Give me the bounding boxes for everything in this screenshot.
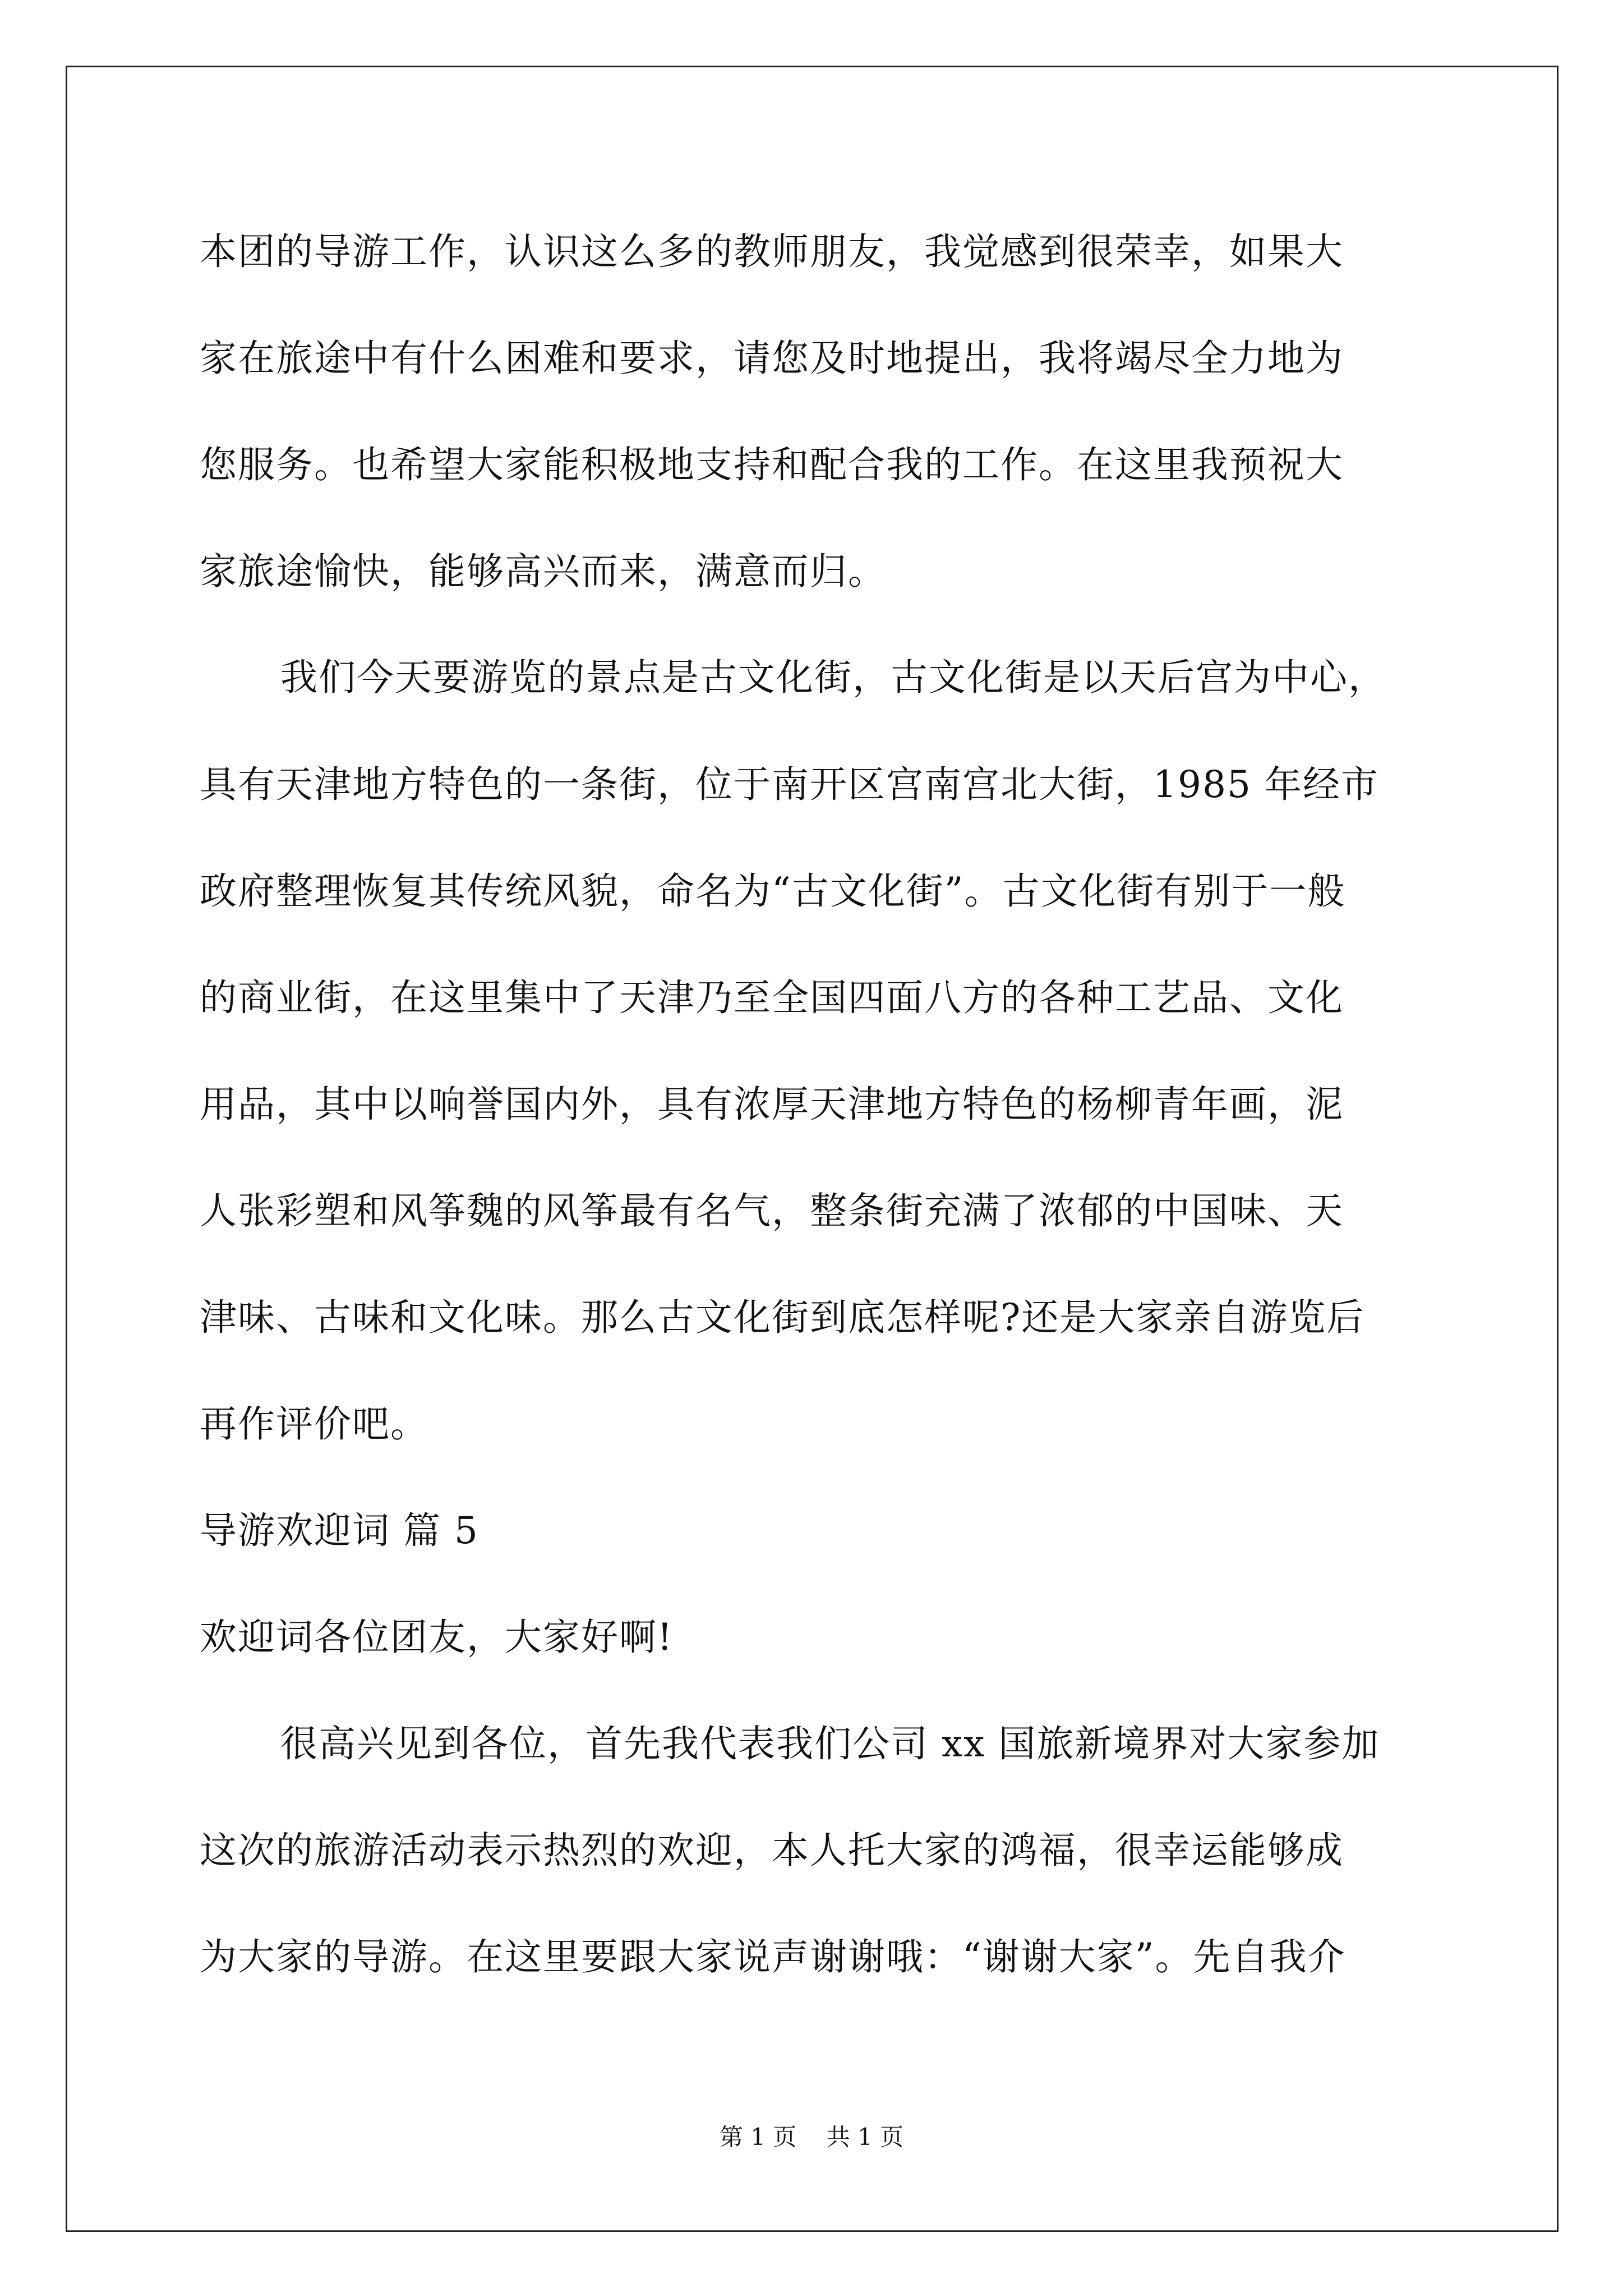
paragraph-line: 这次的旅游活动表示热烈的欢迎，本人托大家的鸿福，很幸运能够成 xyxy=(200,1829,1344,1872)
paragraph-line: 的商业街，在这里集中了天津乃至全国四面八方的各种工艺品、文化 xyxy=(200,976,1344,1019)
paragraph-line: 我们今天要游览的景点是古文化街，古文化街是以天后宫为中心， xyxy=(280,656,1386,699)
greeting-line: 欢迎词各位团友，大家好啊! xyxy=(200,1616,674,1659)
section-heading: 导游欢迎词 篇 5 xyxy=(200,1509,479,1552)
page-footer: 第 1 页 共 1 页 xyxy=(719,2123,904,2151)
paragraph-line: 具有天津地方特色的一条街，位于南开区宫南宫北大街，1985 年经市 xyxy=(200,763,1379,806)
paragraph-line: 为大家的导游。在这里要跟大家说声谢谢哦：“谢谢大家”。先自我介 xyxy=(200,1935,1346,1978)
paragraph-line: 用品，其中以响誉国内外，具有浓厚天津地方特色的杨柳青年画，泥 xyxy=(200,1083,1344,1126)
paragraph-line: 政府整理恢复其传统风貌，命名为“古文化街”。古文化街有别于一般 xyxy=(200,869,1346,913)
paragraph-line: 津味、古味和文化味。那么古文化街到底怎样呢?还是大家亲自游览后 xyxy=(200,1296,1365,1339)
paragraph-line: 本团的导游工作，认识这么多的教师朋友，我觉感到很荣幸，如果大 xyxy=(200,230,1344,273)
paragraph-line: 您服务。也希望大家能积极地支持和配合我的工作。在这里我预祝大 xyxy=(200,443,1344,486)
page-border xyxy=(66,66,1559,2232)
paragraph-line: 家在旅途中有什么困难和要求，请您及时地提出，我将竭尽全力地为 xyxy=(200,337,1344,380)
paragraph-line: 再作评价吧。 xyxy=(200,1402,428,1446)
paragraph-line: 家旅途愉快，能够高兴而来，满意而归。 xyxy=(200,550,886,593)
paragraph-line: 很高兴见到各位，首先我代表我们公司 xx 国旅新境界对大家参加 xyxy=(280,1722,1380,1765)
paragraph-line: 人张彩塑和风筝魏的风筝最有名气，整条街充满了浓郁的中国味、天 xyxy=(200,1189,1344,1232)
